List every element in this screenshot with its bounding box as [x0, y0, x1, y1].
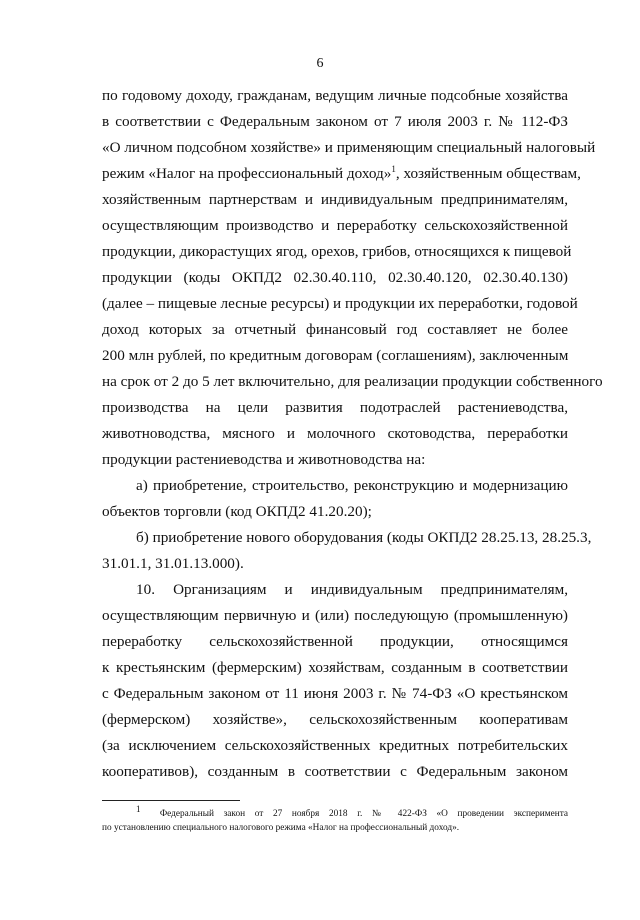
footnote-ref: 1: [391, 163, 396, 174]
body-line: (далее – пищевые лесные ресурсы) и продукции их переработки, годовой: [102, 295, 578, 312]
body-line: производства на цели развития подотраслей растениеводства,: [102, 399, 568, 416]
body-line: переработку сельскохозяйственной продукции, относящимся: [102, 633, 568, 650]
list-item: б) приобретение нового оборудования (коды ОКПД2 28.25.13, 28.25.3,: [136, 529, 592, 546]
body-line: продукции (коды ОКПД2 02.30.40.110, 02.30.40.120, 02.30.40.130): [102, 269, 568, 286]
footnote-marker: 1: [136, 803, 141, 814]
body-line: 200 млн рублей, по кредитным договорам (соглашениям), заключенным: [102, 347, 569, 364]
footnote-line: по установлению специального налогового режима «Налог на профессиональный доход».: [102, 823, 460, 833]
body-text: режим «Налог на профессиональный доход»: [102, 165, 392, 182]
list-item: а) приобретение, строительство, реконструкцию и модернизацию: [136, 477, 568, 494]
body-line: хозяйственным партнерствам и индивидуальным предпринимателям,: [102, 191, 568, 208]
body-line: объектов торговли (код ОКПД2 41.20.20);: [102, 503, 372, 520]
body-line: доход которых за отчетный финансовый год составляет не более: [102, 321, 568, 338]
paragraph-start: 10. Организациям и индивидуальным предпринимателям,: [136, 581, 568, 598]
body-line: животноводства, мясного и молочного скотоводства, переработки: [102, 425, 568, 442]
body-line: (за исключением сельскохозяйственных кредитных потребительских: [102, 737, 568, 754]
footnote-line: [136, 803, 568, 821]
body-line: к крестьянским (фермерским) хозяйствам, созданным в соответствии: [102, 659, 568, 676]
body-line: по годовому доходу, гражданам, ведущим личные подсобные хозяйства: [102, 87, 568, 104]
body-line: в соответствии с Федеральным законом от 7 июля 2003 г. № 112-ФЗ: [102, 113, 568, 130]
footnote-text: Федеральный закон от 27 ноября 2018 г. № 422-ФЗ «О проведении эксперимента: [159, 809, 568, 819]
body-line: на срок от 2 до 5 лет включительно, для реализации продукции собственного: [102, 373, 603, 390]
body-line: [102, 163, 581, 184]
body-line: с Федеральным законом от 11 июня 2003 г. № 74-ФЗ «О крестьянском: [102, 685, 568, 702]
footnote-divider: [102, 800, 240, 801]
body-line: 31.01.1, 31.01.13.000).: [102, 555, 244, 572]
body-line: «О личном подсобном хозяйстве» и применяющим специальный налоговый: [102, 139, 596, 156]
body-text: , хозяйственным обществам,: [395, 165, 581, 182]
body-line: продукции растениеводства и животноводства на:: [102, 451, 426, 468]
body-line: кооперативов), созданным в соответствии с Федеральным законом: [102, 763, 568, 780]
page-number: 6: [316, 56, 324, 71]
body-line: (фермерском) хозяйстве», сельскохозяйственным кооперативам: [102, 711, 568, 728]
body-line: осуществляющим производство и переработку сельскохозяйственной: [102, 217, 568, 234]
body-line: продукции, дикорастущих ягод, орехов, грибов, относящихся к пищевой: [102, 243, 572, 260]
body-line: осуществляющим первичную и (или) последующую (промышленную): [102, 607, 568, 624]
